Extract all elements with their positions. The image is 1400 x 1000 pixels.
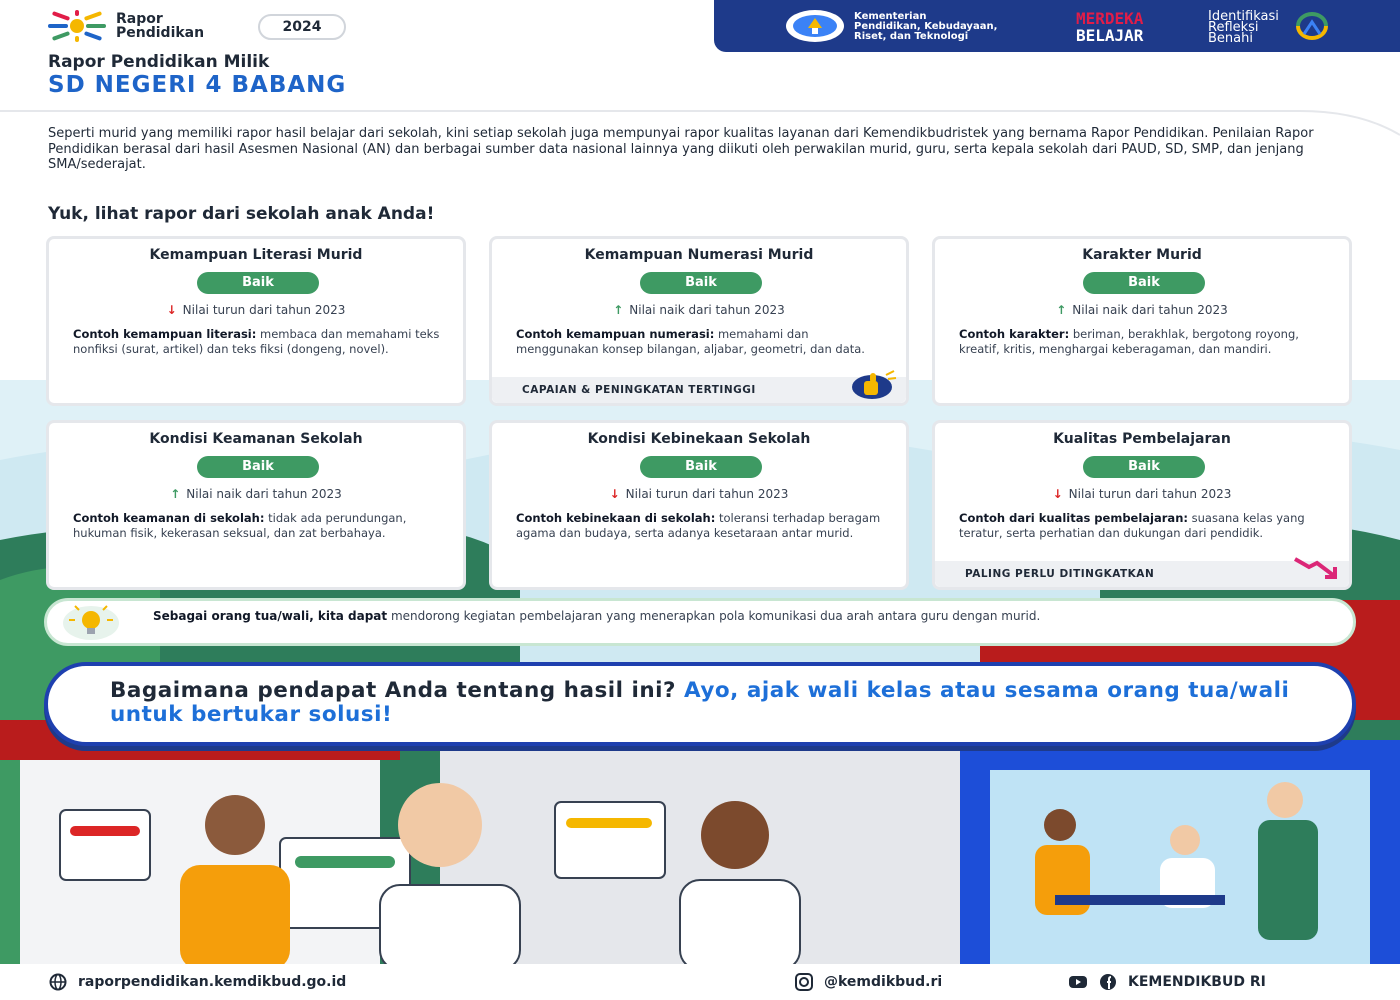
card-description [73, 511, 445, 541]
rapor-pendidikan-logo [46, 10, 204, 42]
irb-logo-text [1208, 11, 1279, 44]
status-badge: Baik [197, 272, 319, 294]
trend-text: Nilai naik dari tahun 2023 [186, 487, 342, 501]
ministry-line-1: Kementerian [854, 11, 927, 22]
ministry-name [854, 12, 1054, 42]
desc-label: Contoh karakter: [959, 327, 1070, 341]
footer [0, 964, 1400, 1000]
parent-tip-bar [44, 598, 1356, 646]
desc-text: membaca dan memahami teks nonfiksi (surat, artikel) dan teks fiksi (dongeng, novel). [73, 327, 440, 356]
ribbon-text: CAPAIAN & PENINGKATAN TERTINGGI [522, 384, 756, 396]
trend-line [492, 487, 906, 501]
section-prompt: Yuk, lihat rapor dari sekolah anak Anda! [48, 204, 435, 224]
year-pill: 2024 [258, 14, 346, 40]
desc-text: memahami dan menggunakan konsep bilangan, aljabar, geometri, dan data. [516, 327, 865, 356]
card-description [959, 327, 1331, 357]
card-keamanan[interactable] [46, 420, 466, 590]
trend-down-icon [1293, 553, 1341, 583]
card-kebinekaan[interactable] [489, 420, 909, 590]
instagram-icon [794, 973, 814, 991]
arrow-down-icon: ↓ [166, 303, 177, 317]
card-numerasi[interactable] [489, 236, 909, 406]
trend-text: Nilai naik dari tahun 2023 [629, 303, 785, 317]
card-title: Kemampuan Literasi Murid [149, 247, 363, 263]
desc-text: suasana kelas yang teratur, serta perhatian dan dukungan dari pendidik. [959, 511, 1305, 540]
belajar-word: BELAJAR [1076, 26, 1144, 45]
ministry-header-band [714, 0, 1400, 52]
youtube-icon [1068, 973, 1088, 991]
ministry-line-2: Pendidikan, Kebudayaan, [854, 21, 998, 32]
trend-line [935, 487, 1349, 501]
call-to-action-text [110, 679, 1310, 727]
desc-text: toleransi terhadap beragam agama dan budaya, serta adanya kesetaraan antar murid. [516, 511, 881, 540]
trend-line [492, 303, 906, 317]
irb-line-2: Refleksi [1208, 20, 1259, 35]
card-title: Kondisi Kebinekaan Sekolah [587, 431, 811, 447]
tut-wuri-handayani-icon [786, 10, 844, 42]
card-description [516, 327, 888, 357]
arrow-up-icon: ↑ [170, 487, 181, 501]
needs-improvement-ribbon [935, 561, 1349, 587]
status-badge: Baik [640, 272, 762, 294]
highest-achievement-ribbon [492, 377, 906, 403]
logo-line-1: Rapor [116, 11, 163, 27]
card-description [959, 511, 1331, 541]
question-text: Bagaimana pendapat Anda tentang hasil ini? [110, 678, 677, 703]
logo-text [116, 12, 204, 40]
footer-instagram[interactable] [794, 973, 942, 991]
tip-bold: Sebagai orang tua/wali, kita dapat [153, 609, 388, 623]
facebook-icon [1098, 973, 1118, 991]
desc-label: Contoh kemampuan literasi: [73, 327, 257, 341]
trend-text: Nilai turun dari tahun 2023 [625, 487, 789, 501]
card-karakter[interactable] [932, 236, 1352, 406]
footer-social[interactable] [1068, 973, 1266, 991]
status-badge: Baik [197, 456, 319, 478]
status-badge: Baik [1083, 272, 1205, 294]
status-badge: Baik [640, 456, 762, 478]
sunburst-logo-icon [46, 10, 108, 42]
arrow-down-icon: ↓ [609, 487, 620, 501]
instagram-handle: @kemdikbud.ri [824, 974, 943, 990]
globe-icon [48, 973, 68, 991]
card-title: Kualitas Pembelajaran [1053, 431, 1231, 447]
card-description [516, 511, 888, 541]
social-handle: KEMENDIKBUD RI [1128, 974, 1266, 990]
desc-label: Contoh keamanan di sekolah: [73, 511, 265, 525]
trend-text: Nilai turun dari tahun 2023 [1068, 487, 1232, 501]
trend-line [49, 487, 463, 501]
card-title: Kemampuan Numerasi Murid [584, 247, 814, 263]
trend-line [935, 303, 1349, 317]
irb-line-1: Identifikasi [1208, 9, 1279, 24]
intro-paragraph: Seperti murid yang memiliki rapor hasil belajar dari sekolah, kini setiap sekolah juga mempunyai rapor kualitas layanan dari Kemendikbudristek yang bernama Rapor Pendidikan. Penilaian Rapor Pendidikan berasal dari hasil Asesmen Nasional (AN) dan berbagai sumber data nasional lainnya yang diikuti oleh perwakilan murid, guru, serta kepala sekolah dari PAUD, SD, SMP, dan jenjang SMA/sederajat. [48, 126, 1314, 172]
logo-line-2: Pendidikan [116, 25, 205, 41]
tip-text [153, 609, 1313, 624]
card-kualitas-pembelajaran[interactable] [932, 420, 1352, 590]
irb-line-3: Benahi [1208, 31, 1253, 46]
arrow-up-icon: ↑ [1056, 303, 1067, 317]
light-bulb-icon [61, 604, 121, 642]
report-subtitle: Rapor Pendidikan Milik [48, 52, 270, 72]
desc-text: beriman, berakhlak, bergotong royong, kreatif, kritis, menghargai keberagaman, dan mandiri. [959, 327, 1299, 356]
trend-line [49, 303, 463, 317]
arrow-down-icon: ↓ [1052, 487, 1063, 501]
card-title: Karakter Murid [1082, 247, 1202, 263]
school-name: SD NEGERI 4 BABANG [48, 72, 347, 98]
footer-website[interactable] [48, 973, 346, 991]
website-url: raporpendidikan.kemdikbud.go.id [78, 974, 347, 990]
merdeka-word: MERDEKA [1076, 9, 1144, 28]
ribbon-text: PALING PERLU DITINGKATKAN [965, 568, 1155, 580]
merdeka-belajar-logo [1076, 10, 1143, 44]
desc-text: tidak ada perundungan, hukuman fisik, kekerasan seksual, dan zat berbahaya. [73, 511, 407, 540]
desc-label: Contoh kemampuan numerasi: [516, 327, 715, 341]
ministry-line-3: Riset, dan Teknologi [854, 31, 969, 42]
card-literasi[interactable] [46, 236, 466, 406]
call-to-action-box [44, 662, 1356, 746]
trend-text: Nilai naik dari tahun 2023 [1072, 303, 1228, 317]
trend-text: Nilai turun dari tahun 2023 [182, 303, 346, 317]
card-description [73, 327, 445, 357]
status-badge: Baik [1083, 456, 1205, 478]
invitation-text: Ayo, ajak wali kelas atau sesama orang tua/wali untuk bertukar solusi! [110, 678, 1290, 727]
desc-label: Contoh dari kualitas pembelajaran: [959, 511, 1188, 525]
tip-body: mendorong kegiatan pembelajaran yang menerapkan pola komunikasi dua arah antara guru dengan murid. [387, 609, 1041, 623]
desc-label: Contoh kebinekaan di sekolah: [516, 511, 716, 525]
arrow-up-icon: ↑ [613, 303, 624, 317]
card-title: Kondisi Keamanan Sekolah [149, 431, 363, 447]
irb-cycle-icon [1294, 12, 1330, 40]
thumbs-up-icon [850, 369, 898, 399]
